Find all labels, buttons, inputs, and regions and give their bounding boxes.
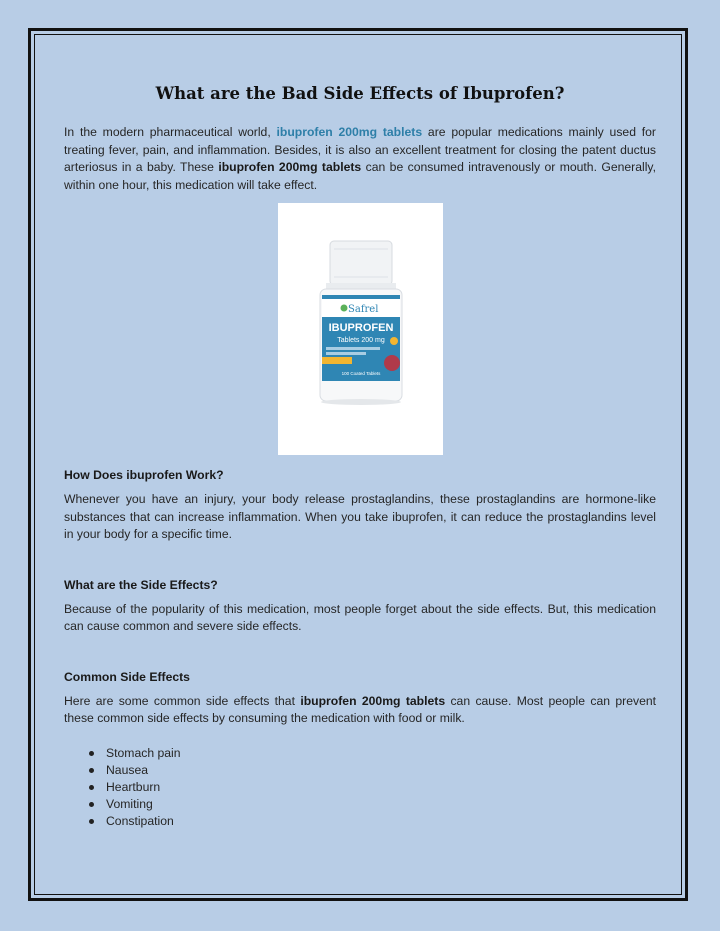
section-body-side-effects: Because of the popularity of this medication, most people forget about the side effects. But, this medication can cause common and severe side effects. <box>64 601 656 633</box>
section-body-how-it-works: Whenever you have an injury, your body release prostaglandins, these prostaglandins are hormone-like substances that can increase inflammation. When you take ibuprofen, it can reduce the prostaglandins level in your body for a specific time. <box>64 492 656 541</box>
list-item: Vomiting <box>64 796 656 813</box>
list-item: Heartburn <box>64 779 656 796</box>
document-content <box>64 84 656 831</box>
bottle-drug-name: IBUPROFEN <box>328 322 393 334</box>
bottle-count: 100 Coated Tablets <box>341 371 380 376</box>
list-item: Stomach pain <box>64 745 656 762</box>
bullet-icon <box>89 785 94 790</box>
bottle-brand: Safrel <box>347 304 378 315</box>
section-body-common-side-effects: Here are some common side effects that ibuprofen 200mg tablets can cause. Most people can prevent these common side effects by consuming the medication with food or milk. <box>64 693 657 725</box>
pill-bottle-illustration <box>278 203 443 455</box>
product-link[interactable]: ibuprofen 200mg tablets <box>276 125 423 139</box>
bottle-strength: Tablets 200 mg <box>336 337 385 344</box>
bullet-icon <box>89 802 94 807</box>
section-heading-common-side-effects: Common Side Effects <box>64 669 190 684</box>
section-heading-how-it-works: How Does ibuprofen Work? <box>64 468 224 482</box>
list-item: Nausea <box>64 762 656 779</box>
list-item: Constipation <box>64 813 656 830</box>
bullet-icon <box>89 819 94 824</box>
bullet-icon <box>89 768 94 773</box>
page-title: What are the Bad Side Effects of Ibuprofen? <box>155 84 565 103</box>
side-effects-list <box>64 745 656 831</box>
product-image <box>278 203 443 455</box>
intro-paragraph: In the modern pharmaceutical world, ibuprofen 200mg tablets are popular medications mainly used for treating fever, pain, and inflammation. Besides, it is also an excellent treatment for closing the patent ductus arteriosus in a baby. These ibuprofen 200mg tablets can be consumed intravenously or mouth. Generally, within one hour, this medication will take effect. <box>64 125 656 192</box>
bullet-icon <box>89 751 94 756</box>
section-heading-side-effects: What are the Side Effects? <box>64 577 218 592</box>
